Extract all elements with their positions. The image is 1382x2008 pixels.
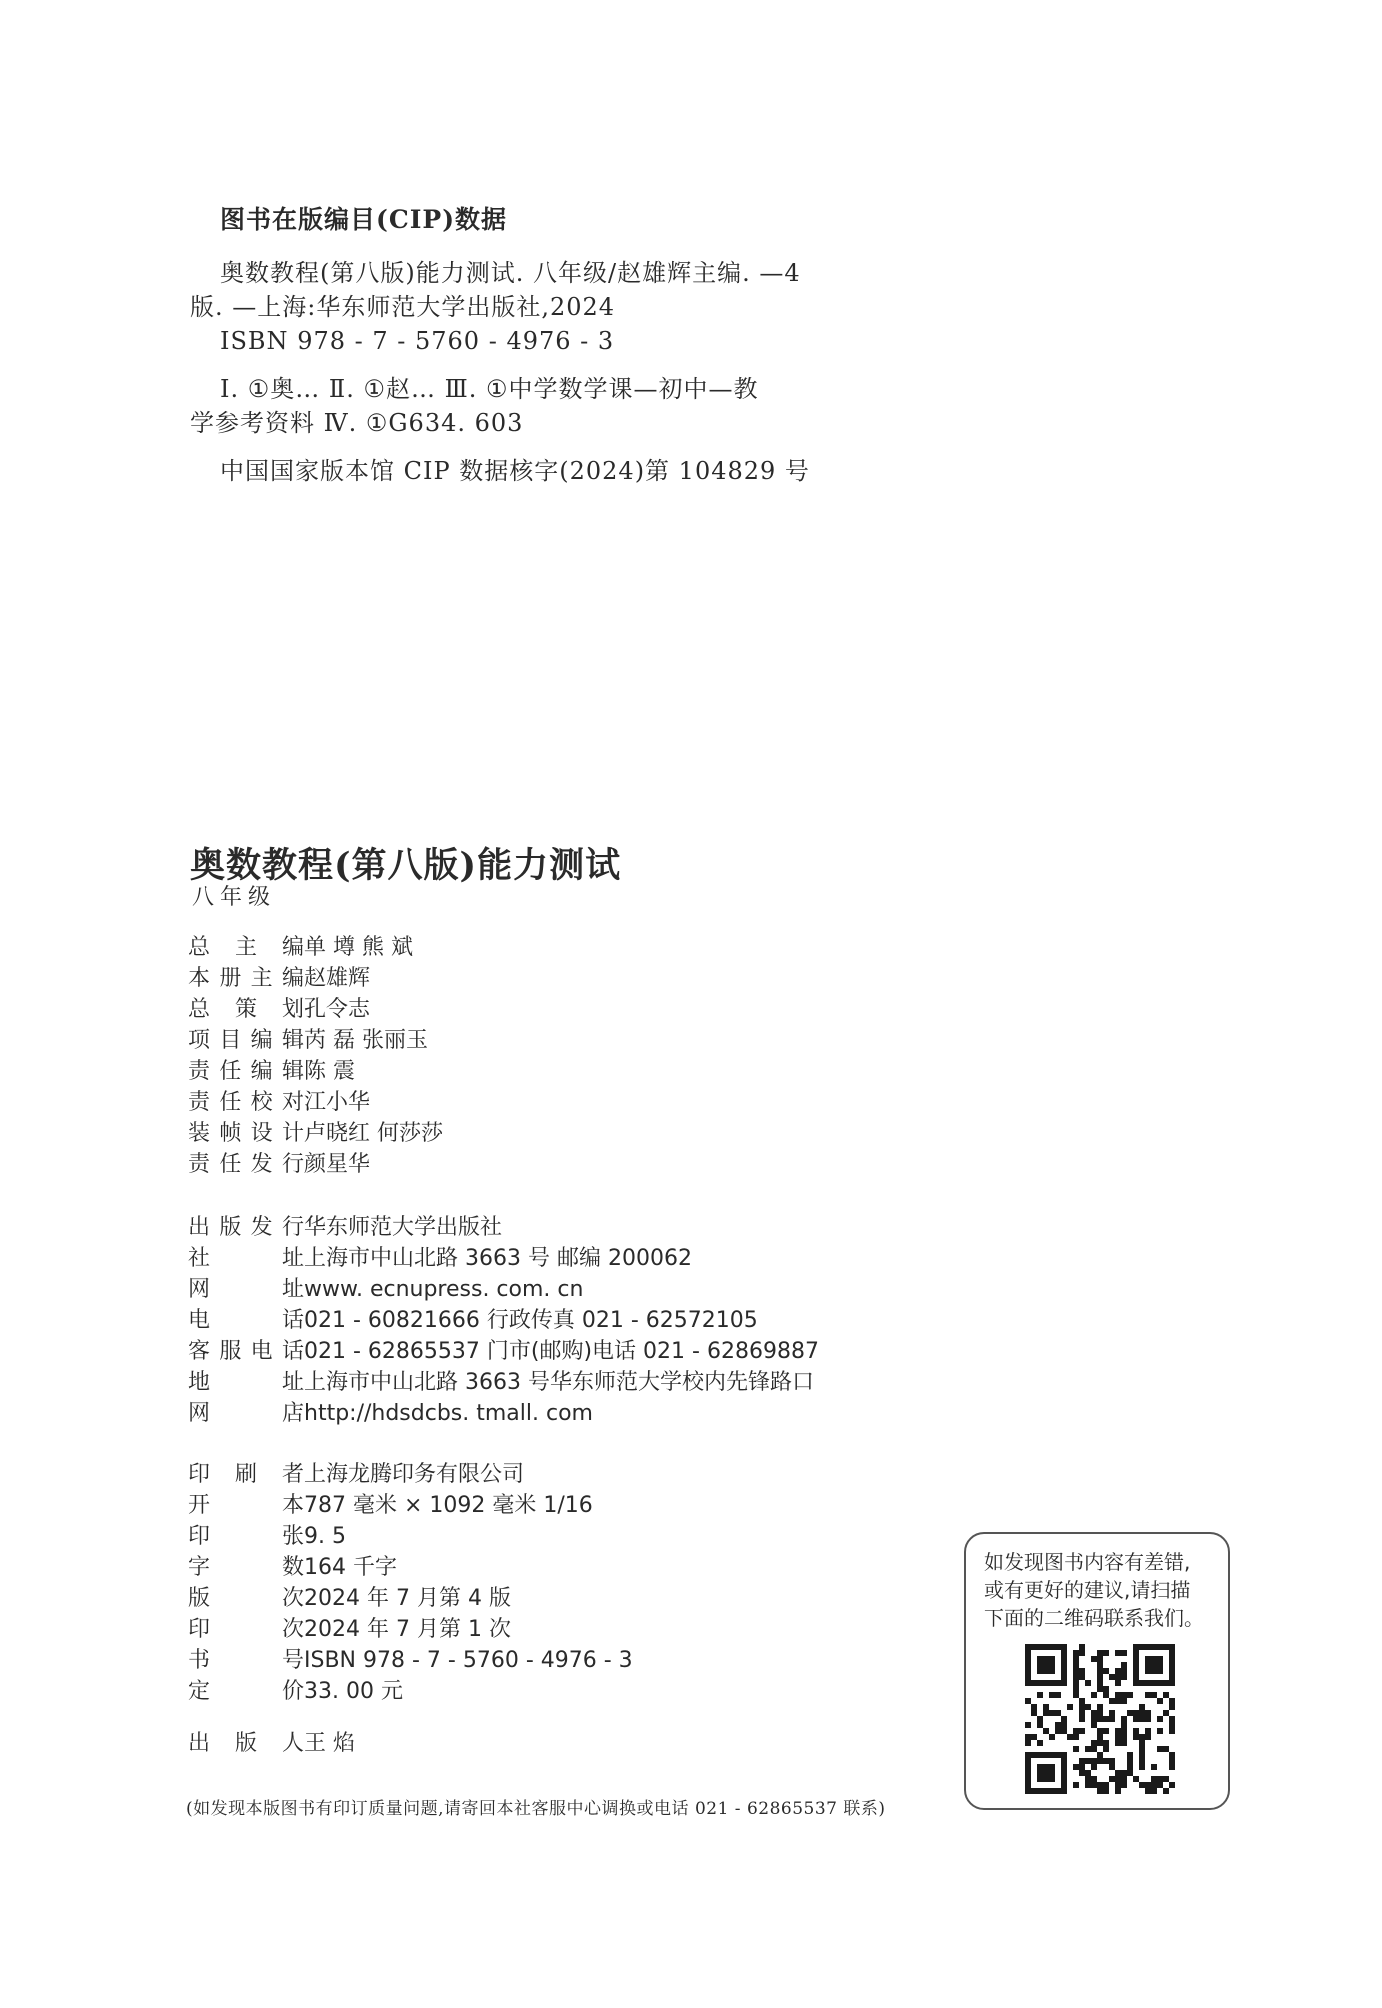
- credit-label: 书号: [188, 1648, 304, 1673]
- credit-value: 江小华: [304, 1090, 371, 1115]
- credit-row: [188, 1274, 819, 1305]
- book-subtitle: 八年级: [192, 885, 277, 910]
- credit-row: [188, 1614, 633, 1645]
- credit-label: 责任发行: [188, 1152, 304, 1177]
- credit-label: 印张: [188, 1524, 304, 1549]
- cip-title: 图书在版编目(CIP)数据: [220, 205, 508, 234]
- credit-row: [188, 1459, 633, 1490]
- credit-row: [188, 1149, 443, 1180]
- credit-label: 字数: [188, 1555, 304, 1580]
- cip-isbn: ISBN 978 - 7 - 5760 - 4976 - 3: [220, 327, 615, 355]
- credits-editorial: [188, 932, 443, 1180]
- credit-row: [188, 1728, 355, 1759]
- credit-label: 印刷者: [188, 1462, 304, 1487]
- credit-value: 2024 年 7 月第 1 次: [304, 1617, 511, 1642]
- credit-label: 社址: [188, 1246, 304, 1271]
- credit-row: [188, 963, 443, 994]
- qr-code-icon[interactable]: [1025, 1644, 1175, 1794]
- credit-label: 出版发行: [188, 1215, 304, 1240]
- cip-line: 版. —上海:华东师范大学出版社,2024: [190, 293, 616, 321]
- credit-value: 上海市中山北路 3663 号 邮编 200062: [304, 1246, 692, 1271]
- credit-row: [188, 1336, 819, 1367]
- credit-value: 9. 5: [304, 1524, 346, 1549]
- credit-label: 项目编辑: [188, 1028, 304, 1053]
- cip-record-number: 中国国家版本馆 CIP 数据核字(2024)第 104829 号: [220, 457, 810, 485]
- credit-row: [188, 1056, 443, 1087]
- credit-label: 总主编: [188, 935, 304, 960]
- credit-value: 787 毫米 × 1092 毫米 1/16: [304, 1493, 593, 1518]
- credit-value: 2024 年 7 月第 4 版: [304, 1586, 511, 1611]
- credit-value: 021 - 60821666 行政传真 021 - 62572105: [304, 1308, 758, 1333]
- credit-row: [188, 994, 443, 1025]
- credit-label: 出版人: [188, 1731, 304, 1756]
- cip-classification: Ⅰ. ①奥… Ⅱ. ①赵… Ⅲ. ①中学数学课—初中—教: [220, 375, 759, 403]
- credits-printing: [188, 1459, 633, 1707]
- credit-label: 客服电话: [188, 1339, 304, 1364]
- credit-label: 网店: [188, 1401, 304, 1426]
- credit-value: 021 - 62865537 门市(邮购)电话 021 - 62869887: [304, 1339, 819, 1364]
- credit-value: 赵雄辉: [304, 966, 371, 991]
- credit-value: 单 墫 熊 斌: [304, 935, 413, 960]
- credit-label: 本册主编: [188, 966, 304, 991]
- cip-block: [190, 200, 910, 488]
- credit-value: 33. 00 元: [304, 1679, 403, 1704]
- feedback-qr-box: [964, 1532, 1230, 1810]
- credit-value: www. ecnupress. com. cn: [304, 1277, 584, 1302]
- credits-publisher-person: [188, 1728, 355, 1759]
- cip-line: 奥数教程(第八版)能力测试. 八年级/赵雄辉主编. —4: [220, 259, 801, 287]
- credit-row: [188, 1118, 443, 1149]
- credit-row: [188, 932, 443, 963]
- credit-value: 上海市中山北路 3663 号华东师范大学校内先锋路口: [304, 1370, 814, 1395]
- credit-row: [188, 1521, 633, 1552]
- credit-value: 孔令志: [304, 997, 371, 1022]
- credit-row: [188, 1305, 819, 1336]
- book-title: 奥数教程(第八版)能力测试: [190, 845, 622, 886]
- credit-label: 装帧设计: [188, 1121, 304, 1146]
- credit-row: [188, 1583, 633, 1614]
- footer-note: (如发现本版图书有印订质量问题,请寄回本社客服中心调换或电话 021 - 62865537 联系): [186, 1799, 886, 1819]
- credit-value: 陈 震: [304, 1059, 355, 1084]
- credit-row: [188, 1025, 443, 1056]
- cip-classification-cont: 学参考资料 Ⅳ. ①G634. 603: [190, 409, 524, 437]
- credit-row: [188, 1367, 819, 1398]
- credit-row: [188, 1552, 633, 1583]
- credit-label: 定价: [188, 1679, 304, 1704]
- credit-label: 责任编辑: [188, 1059, 304, 1084]
- credit-row: [188, 1676, 633, 1707]
- credit-value: 王 焰: [304, 1731, 355, 1756]
- credit-label: 印次: [188, 1617, 304, 1642]
- credit-row: [188, 1490, 633, 1521]
- credit-label: 地址: [188, 1370, 304, 1395]
- credit-row: [188, 1645, 633, 1676]
- credit-label: 版次: [188, 1586, 304, 1611]
- qr-text-line: 或有更好的建议,请扫描: [984, 1578, 1191, 1602]
- credits-publisher: [188, 1212, 819, 1429]
- credit-label: 总策划: [188, 997, 304, 1022]
- credit-value: 芮 磊 张丽玉: [304, 1028, 428, 1053]
- credit-value: http://hdsdcbs. tmall. com: [304, 1401, 593, 1426]
- credit-row: [188, 1398, 819, 1429]
- credit-label: 网址: [188, 1277, 304, 1302]
- credit-row: [188, 1212, 819, 1243]
- credit-value: 颜星华: [304, 1152, 371, 1177]
- credit-row: [188, 1243, 819, 1274]
- credit-value: ISBN 978 - 7 - 5760 - 4976 - 3: [304, 1648, 633, 1673]
- credit-label: 责任校对: [188, 1090, 304, 1115]
- credit-value: 164 千字: [304, 1555, 397, 1580]
- credit-value: 上海龙腾印务有限公司: [304, 1462, 525, 1487]
- credit-value: 华东师范大学出版社: [304, 1215, 503, 1240]
- credit-value: 卢晓红 何莎莎: [304, 1121, 443, 1146]
- qr-text-line: 如发现图书内容有差错,: [984, 1550, 1191, 1574]
- credit-label: 电话: [188, 1308, 304, 1333]
- credit-row: [188, 1087, 443, 1118]
- credit-label: 开本: [188, 1493, 304, 1518]
- qr-text-line: 下面的二维码联系我们。: [984, 1606, 1204, 1630]
